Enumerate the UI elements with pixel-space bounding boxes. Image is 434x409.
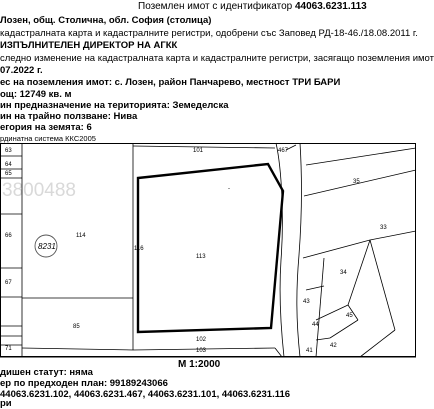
stamp-number: 8231 — [38, 242, 56, 251]
header-block — [0, 0, 434, 133]
neighbors-line: 44063.6231.102, 44063.6231.467, 44063.6231.101, 44063.6231.116 — [0, 389, 291, 400]
parcel-label: 114 — [76, 233, 86, 239]
parcel-label: 113 — [196, 254, 206, 260]
footer-block — [0, 359, 416, 409]
address-line: ес на поземления имот: с. Лозен, район Панчарево, местност ТРИ БАРИ — [0, 77, 341, 88]
location-line: Лозен, общ. Столична, обл. София (столица) — [0, 15, 212, 26]
map-frame — [1, 144, 416, 357]
parcel-label: 35 — [353, 179, 360, 185]
parcel-label: 43 — [303, 299, 310, 305]
parcel-label: 85 — [73, 324, 80, 330]
parcel-label: 41 — [306, 348, 313, 354]
parcel-label: 65 — [5, 171, 12, 177]
parcel-identifier: 44063.6231.113 — [294, 1, 367, 12]
building-status-line: дишен статут: няма — [0, 367, 93, 378]
stamp-icon — [35, 235, 57, 257]
parcel-label: 116 — [134, 246, 144, 252]
parcel-label: 45 — [346, 313, 353, 319]
parcel-label: 33 — [380, 225, 387, 231]
title-line — [138, 1, 367, 12]
cadastral-map — [0, 132, 416, 359]
area-line: ощ: 12749 кв. м — [0, 89, 72, 100]
road-467 — [276, 143, 301, 357]
change-line: следно изменение на кадастралната карта и кадастралните регистри, засягащо поземления имот — [0, 53, 434, 64]
parcel-label: 467 — [278, 148, 289, 154]
parcel-label: 102 — [196, 337, 207, 343]
purpose-line: ин предназначение на територията: Земеделска — [0, 100, 229, 111]
previous-plan-line: ер по предходен план: 99189243066 — [0, 378, 168, 389]
approval-line: кадастралната карта и кадастралните регистри, одобрени със Заповед РД-18-46./18.08.2011 г. — [0, 28, 418, 39]
parcel-label: 42 — [330, 343, 337, 349]
parcel-label: 64 — [5, 162, 12, 168]
parcel-label: 71 — [5, 346, 12, 352]
map-scale: М 1:2000 — [178, 359, 221, 370]
parcel-label: 66 — [5, 233, 12, 239]
central-parcels — [22, 143, 282, 357]
parcel-label: 34 — [340, 270, 347, 276]
director-line: ИЗПЪЛНИТЕЛЕН ДИРЕКТОР НА АГКК — [0, 40, 178, 51]
last-line: ри — [0, 398, 12, 409]
parcel-label: 103 — [196, 348, 207, 354]
map-watermark: 3800488 — [2, 180, 76, 201]
parcel-label: 63 — [5, 148, 12, 154]
parcel-label: 101 — [193, 148, 204, 154]
title-prefix: Поземлен имот с идентификатор — [138, 1, 295, 12]
change-date-line: 07.2022 г. — [0, 65, 43, 76]
parcel-label: 67 — [5, 280, 12, 286]
land-use-line: ин на трайно ползване: Нива — [0, 111, 138, 122]
parcel-label: 44 — [312, 322, 319, 328]
coordinate-system-line: рдинатна система ККС2005 — [0, 134, 96, 143]
category-line: егория на земята: 6 — [0, 122, 92, 133]
main-parcel-113 — [138, 164, 283, 332]
svg-text:-: - — [228, 186, 230, 192]
